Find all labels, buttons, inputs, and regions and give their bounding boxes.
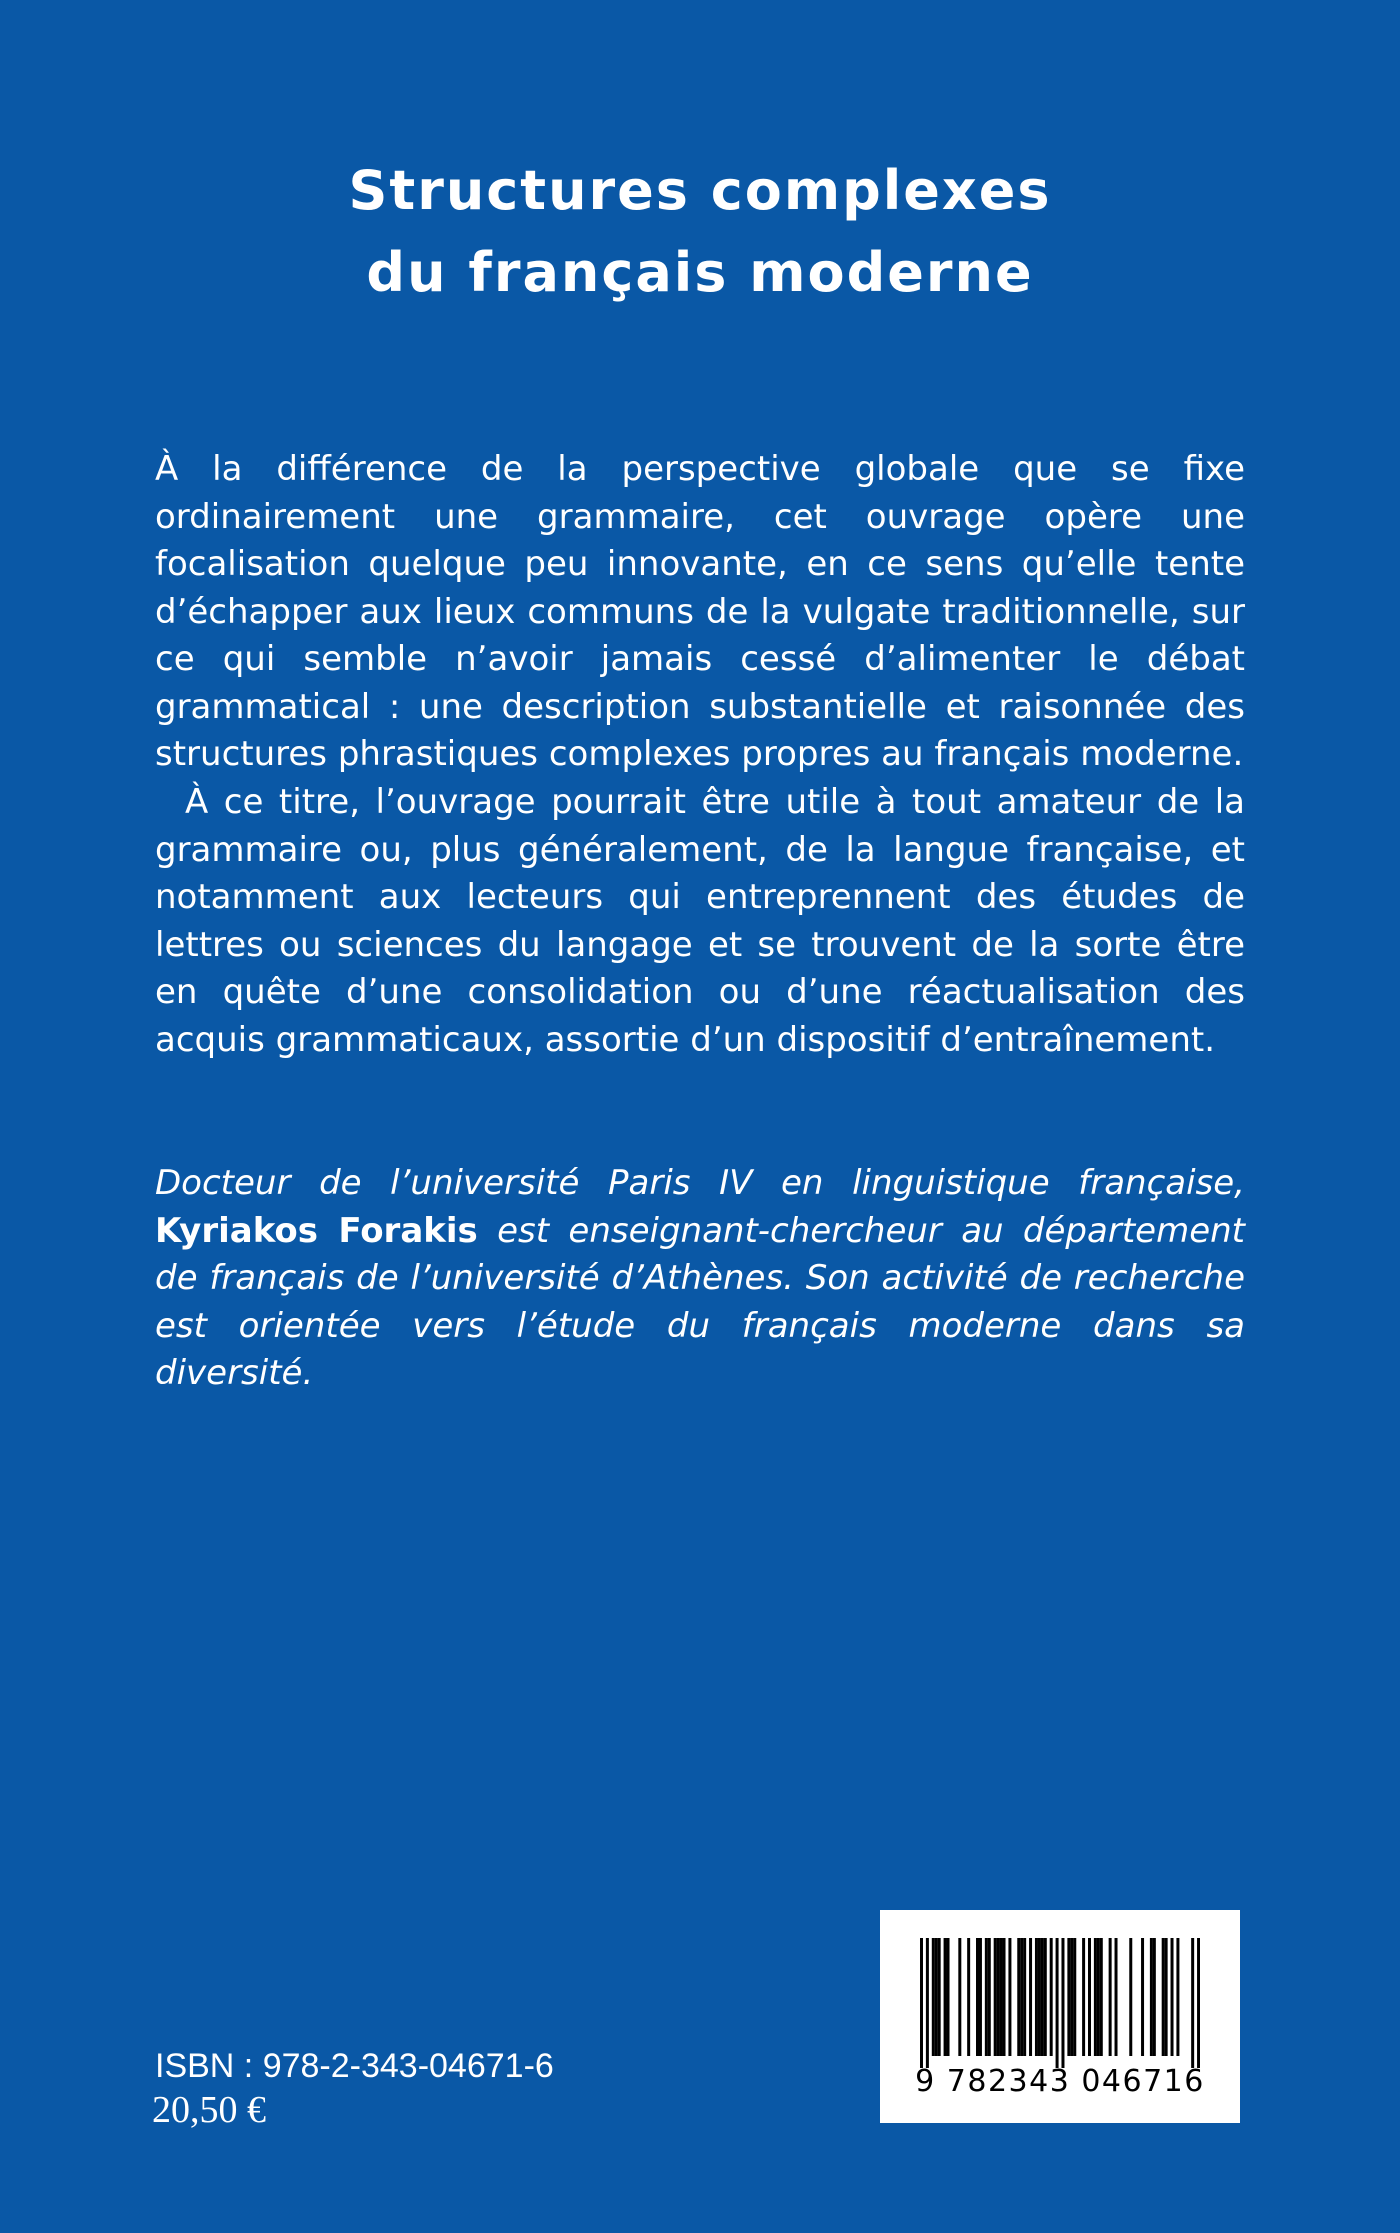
barcode-bar bbox=[947, 1938, 950, 2056]
barcode-bars bbox=[920, 1938, 1200, 2068]
barcode bbox=[880, 1910, 1240, 2123]
barcode-bar bbox=[985, 1938, 988, 2056]
barcode-bar bbox=[1000, 1938, 1003, 2056]
barcode-bar bbox=[1197, 1938, 1200, 2068]
barcode-bar bbox=[979, 1938, 982, 2056]
barcode-bar bbox=[958, 1938, 961, 2056]
book-title-line2: du français moderne bbox=[366, 241, 1034, 304]
barcode-bar bbox=[932, 1938, 935, 2056]
barcode-bar bbox=[1191, 1938, 1194, 2068]
barcode-bar bbox=[1094, 1938, 1097, 2056]
barcode-bar bbox=[1082, 1938, 1085, 2056]
barcode-bar bbox=[1097, 1938, 1100, 2056]
barcode-bar bbox=[1061, 1938, 1064, 2068]
barcode-bar bbox=[1153, 1938, 1156, 2056]
barcode-bar bbox=[976, 1938, 979, 2056]
barcode-bar bbox=[1008, 1938, 1011, 2056]
barcode-bar bbox=[1109, 1938, 1112, 2056]
barcode-bar bbox=[1176, 1938, 1179, 2056]
barcode-bar bbox=[1067, 1938, 1070, 2056]
description-paragraph-2: À ce titre, l’ouvrage pourrait être utile à tout amateur de la grammaire ou, plus généralement, de la langue française, et notamment aux lecteurs qui entreprennent des études de lettres ou sciences du langage et se trouvent de la sorte être en quête d’une consolidation ou d’une réactualisation des acquis grammaticaux, assortie d’un dispositif d’entraînement. bbox=[155, 782, 1245, 1060]
barcode-bar bbox=[1041, 1938, 1044, 2056]
barcode-digits: 9 782343 046716 bbox=[915, 2064, 1205, 2099]
author-name: Kyriakos Forakis bbox=[155, 1210, 478, 1251]
description-paragraph-1: À la différence de la perspective globale que se fixe ordinairement une grammaire, cet ouvrage opère une focalisation quelque peu innovante, en ce sens qu’elle tente d’échapper aux lieux communs de la vulgate traditionnelle, sur ce qui semble n’avoir jamais cessé d’alimenter le débat grammatical : une description substantielle et raisonnée des structures phrastiques complexes propres au français moderne. bbox=[155, 449, 1245, 774]
barcode-bar bbox=[1162, 1938, 1165, 2056]
barcode-bar bbox=[1150, 1938, 1153, 2056]
barcode-bar bbox=[1035, 1938, 1038, 2056]
author-bio-intro: Docteur de l’université Paris IV en linguistique française, bbox=[155, 1163, 1245, 1203]
barcode-bar bbox=[1070, 1938, 1073, 2056]
price: 20,50 € bbox=[152, 2089, 266, 2131]
barcode-bar bbox=[1020, 1938, 1023, 2056]
barcode-bar bbox=[1115, 1938, 1118, 2056]
barcode-bar bbox=[1038, 1938, 1041, 2056]
barcode-bar bbox=[935, 1938, 938, 2056]
barcode-bar bbox=[1141, 1938, 1144, 2056]
author-bio bbox=[155, 1160, 1245, 1398]
barcode-bar bbox=[926, 1938, 929, 2068]
barcode-bar bbox=[1003, 1938, 1006, 2056]
barcode-bar bbox=[1100, 1938, 1103, 2056]
author-bio-rest: est enseignant-chercheur au département de français de l’université d’Athènes. Son activité de recherche est orientée vers l’étude du français moderne dans sa diversité. bbox=[155, 1210, 1245, 1393]
barcode-bar bbox=[1171, 1938, 1174, 2056]
barcode-bar bbox=[1029, 1938, 1032, 2056]
barcode-bar bbox=[1088, 1938, 1091, 2056]
book-title-line1: Structures complexes bbox=[348, 159, 1052, 222]
barcode-bar bbox=[1050, 1938, 1053, 2056]
barcode-bar bbox=[1165, 1938, 1168, 2056]
barcode-bar bbox=[1073, 1938, 1076, 2056]
barcode-bar bbox=[1129, 1938, 1132, 2056]
barcode-bar bbox=[1023, 1938, 1026, 2056]
barcode-bar bbox=[1056, 1938, 1059, 2068]
book-title bbox=[0, 150, 1400, 314]
barcode-bar bbox=[1044, 1938, 1047, 2056]
barcode-bar bbox=[988, 1938, 991, 2056]
barcode-bar bbox=[994, 1938, 997, 2056]
isbn: ISBN : 978-2-343-04671-6 bbox=[155, 2047, 554, 2085]
barcode-bar bbox=[944, 1938, 947, 2056]
barcode-bar bbox=[967, 1938, 970, 2056]
barcode-bar bbox=[938, 1938, 941, 2056]
barcode-bar bbox=[920, 1938, 923, 2068]
barcode-bar bbox=[997, 1938, 1000, 2056]
barcode-bar bbox=[1017, 1938, 1020, 2056]
